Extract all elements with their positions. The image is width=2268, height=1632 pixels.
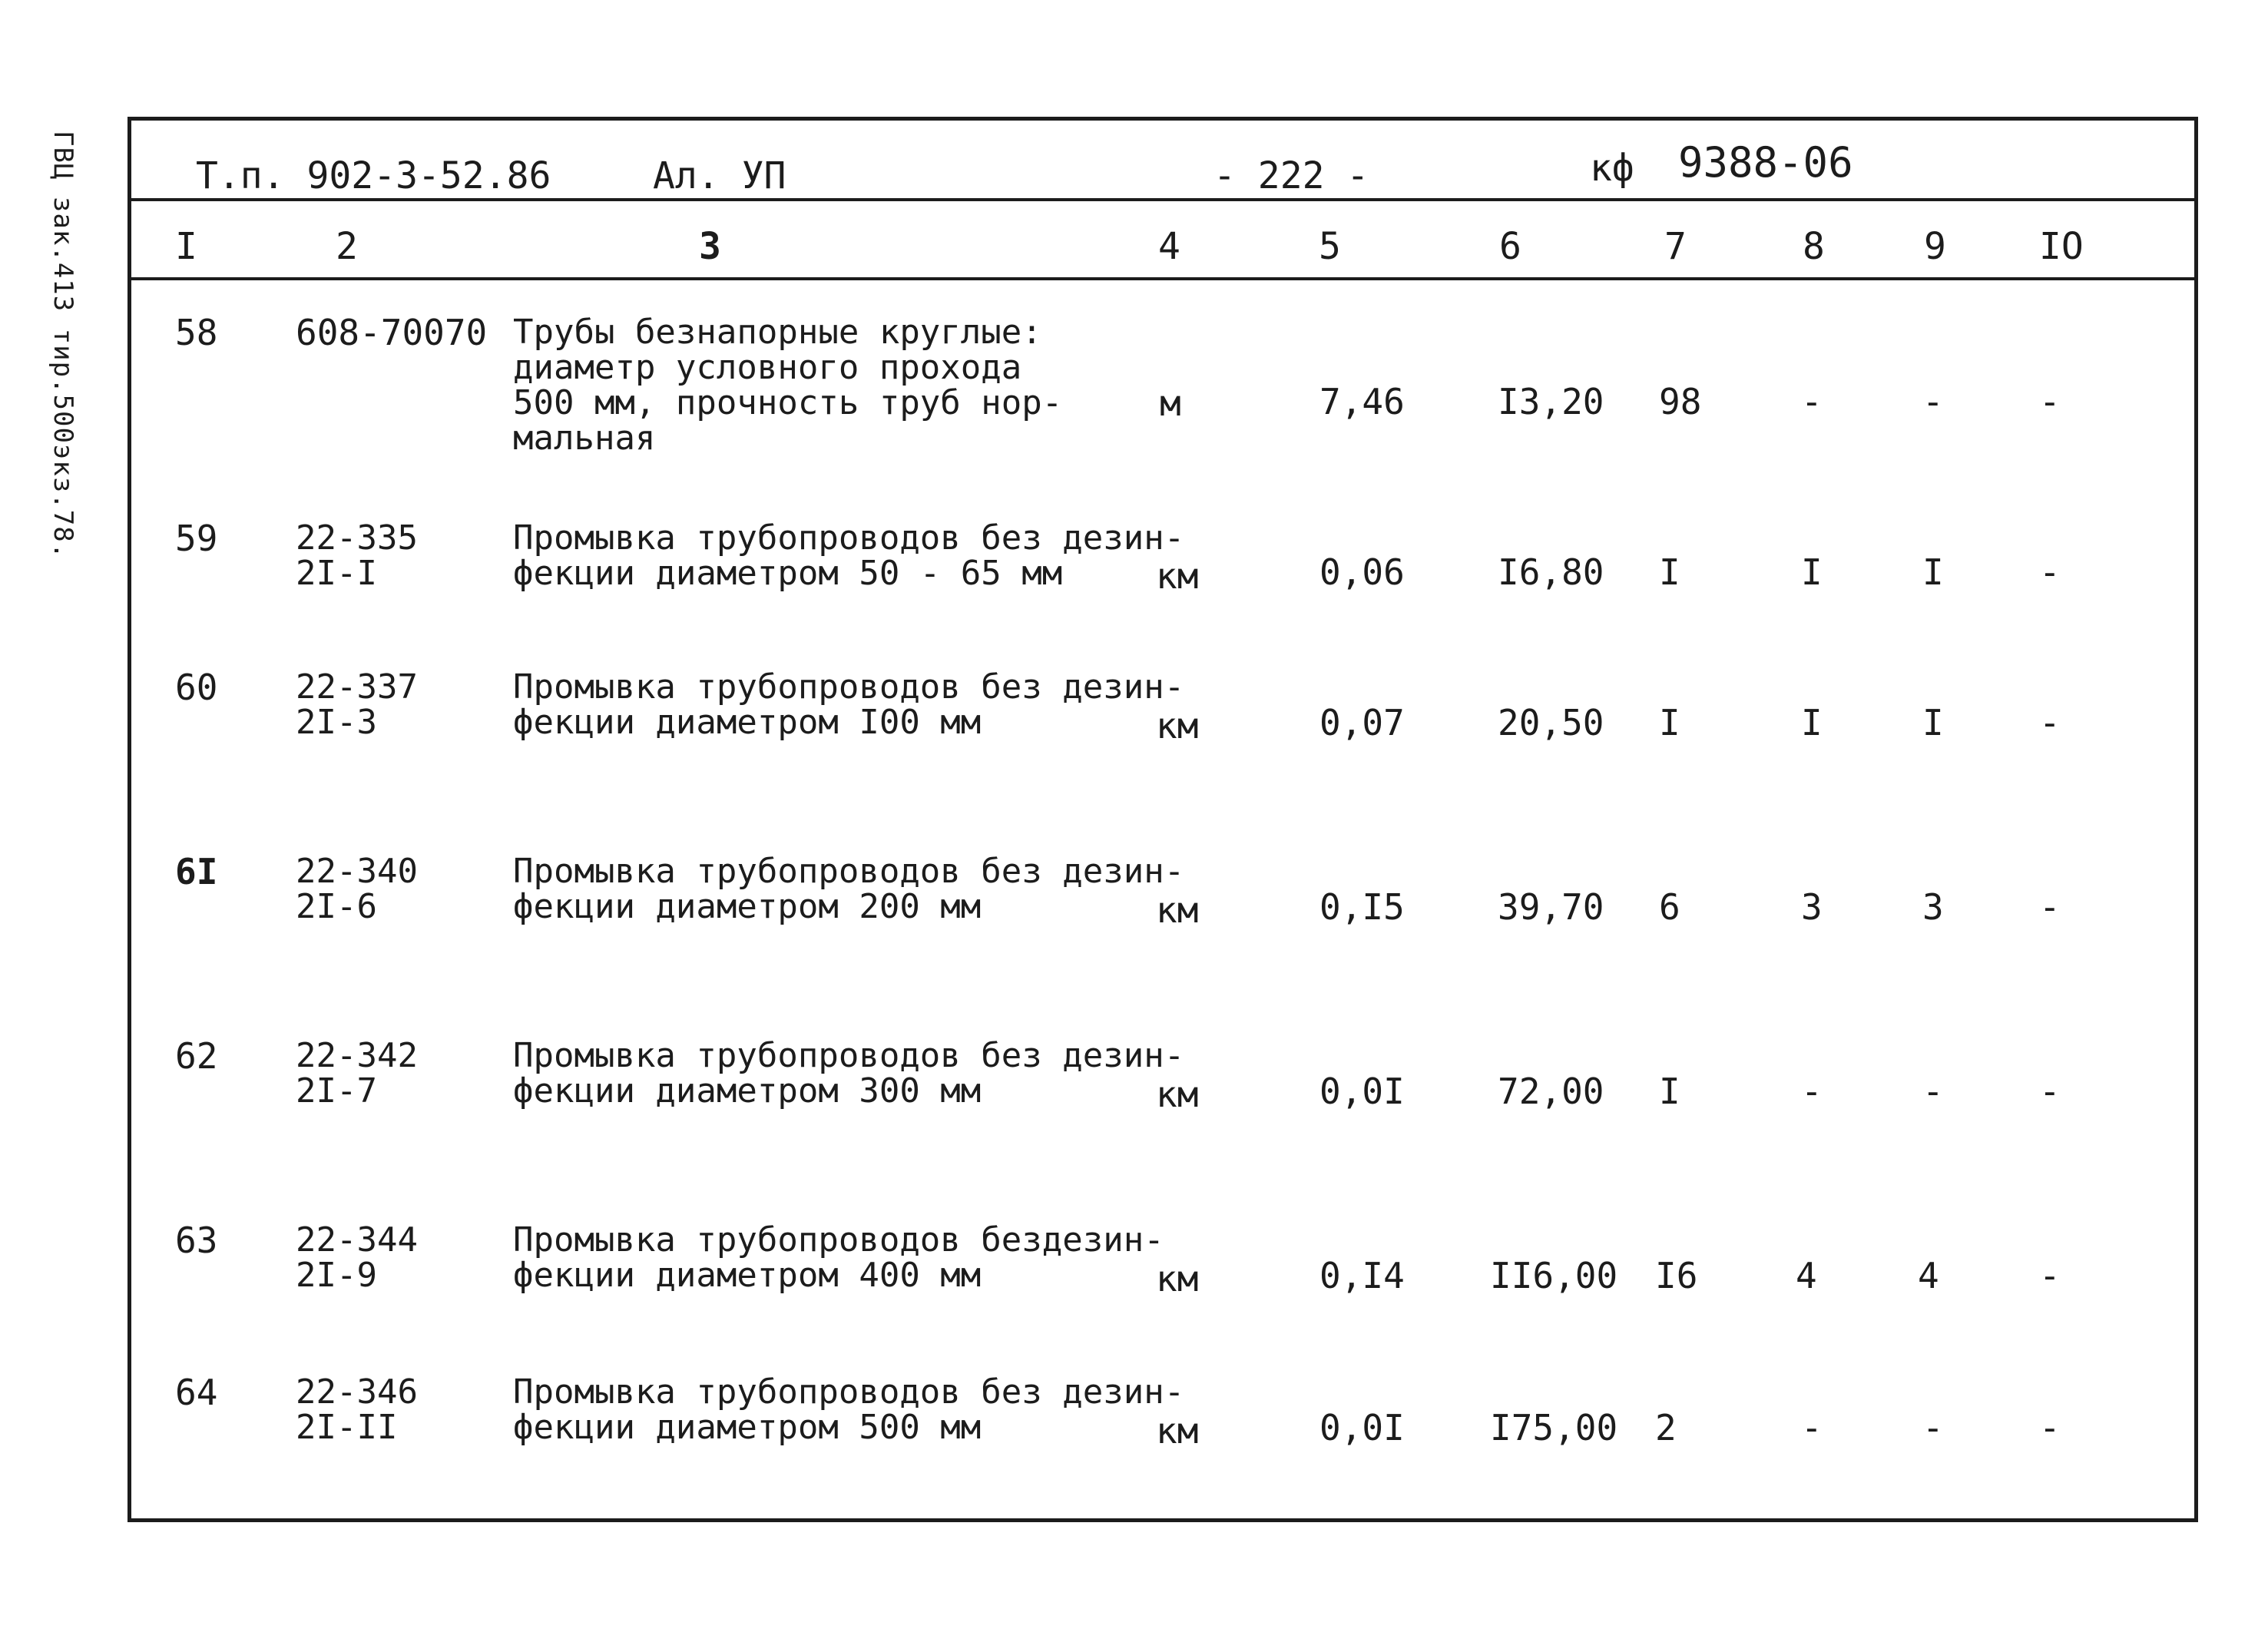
album-number: Ал. УП [653, 154, 786, 197]
row-63-col9: 4 [1918, 1255, 1939, 1296]
row-59-number: 59 [175, 518, 218, 559]
row-60-col5: 0,07 [1319, 702, 1405, 743]
row-58-desc-1: Трубы безнапорные круглые: [513, 313, 1042, 352]
row-61-unit: км [1156, 889, 1199, 931]
row-63-unit: км [1156, 1258, 1199, 1299]
row-58-col9: - [1922, 381, 1944, 422]
row-64-desc-2: фекции диаметром 500 мм [513, 1408, 982, 1447]
row-61-col7: 6 [1659, 886, 1680, 928]
row-58-desc-2: диаметр условного прохода [513, 348, 1022, 387]
row-58-code: 608-70070 [296, 312, 488, 353]
row-58-desc-4: мальная [513, 419, 656, 458]
row-62-desc-1: Промывка трубопроводов без дезин- [513, 1036, 1185, 1075]
row-60-unit: км [1156, 705, 1199, 746]
row-62-col10: - [2039, 1071, 2061, 1112]
row-63-col10: - [2039, 1255, 2061, 1296]
document-code: 9388-06 [1678, 138, 1853, 187]
row-60-code-1: 22-337 [296, 667, 418, 707]
row-59-desc-2: фекции диаметром 50 - 65 мм [513, 554, 1063, 593]
row-58-unit: м [1160, 382, 1181, 424]
row-62-unit: км [1156, 1074, 1199, 1115]
row-63-code-2: 2I-9 [296, 1256, 377, 1295]
row-61-col10: - [2039, 886, 2061, 928]
row-63-col6: II6,00 [1490, 1255, 1618, 1296]
row-62-col9: - [1922, 1071, 1944, 1112]
row-62-code-1: 22-342 [296, 1036, 418, 1075]
row-62-col8: - [1801, 1071, 1823, 1112]
row-58-col10: - [2039, 381, 2061, 422]
row-60-col9: I [1922, 702, 1944, 743]
row-61-col5: 0,I5 [1319, 886, 1405, 928]
row-61-code-1: 22-340 [296, 852, 418, 891]
column-number-9: 9 [1924, 225, 1946, 268]
row-58-col5: 7,46 [1319, 381, 1405, 422]
column-number-6: 6 [1499, 225, 1521, 268]
row-60-col7: I [1659, 702, 1680, 743]
row-58-col6: I3,20 [1498, 381, 1604, 422]
row-63-number: 63 [175, 1220, 218, 1261]
row-61-col6: 39,70 [1498, 886, 1604, 928]
row-62-code-2: 2I-7 [296, 1071, 377, 1111]
column-number-8: 8 [1803, 225, 1825, 268]
row-63-col8: 4 [1796, 1255, 1817, 1296]
row-61-col9: 3 [1922, 886, 1944, 928]
row-64-col9: - [1922, 1407, 1944, 1448]
row-63-desc-2: фекции диаметром 400 мм [513, 1256, 982, 1295]
side-print-stamp-text: ГВЦ зак.413 тир.500экз.78. [48, 131, 78, 560]
project-number: Т.п. 902-3-52.86 [196, 154, 551, 197]
column-number-10: IO [2039, 225, 2084, 268]
row-63-col5: 0,I4 [1319, 1255, 1405, 1296]
row-62-col6: 72,00 [1498, 1071, 1604, 1112]
row-59-col9: I [1922, 551, 1944, 593]
row-60-desc-1: Промывка трубопроводов без дезин- [513, 667, 1185, 707]
row-60-col6: 20,50 [1498, 702, 1604, 743]
row-61-number: 6I [175, 851, 218, 892]
row-64-desc-1: Промывка трубопроводов без дезин- [513, 1372, 1185, 1412]
header-divider [127, 198, 2198, 201]
row-64-col8: - [1801, 1407, 1823, 1448]
row-60-code-2: 2I-3 [296, 703, 377, 742]
row-64-col7: 2 [1655, 1407, 1677, 1448]
row-60-col10: - [2039, 702, 2061, 743]
column-header-divider [127, 277, 2198, 280]
side-print-stamp [48, 131, 101, 560]
row-59-code-1: 22-335 [296, 518, 418, 558]
row-59-col7: I [1659, 551, 1680, 593]
row-64-col6: I75,00 [1490, 1407, 1618, 1448]
row-63-desc-1: Промывка трубопроводов бездезин- [513, 1220, 1164, 1260]
row-64-unit: км [1156, 1410, 1199, 1452]
row-60-col8: I [1801, 702, 1823, 743]
row-59-col6: I6,80 [1498, 551, 1604, 593]
column-number-3: 3 [699, 225, 721, 268]
row-59-col8: I [1801, 551, 1823, 593]
row-61-col8: 3 [1801, 886, 1823, 928]
row-62-desc-2: фекции диаметром 300 мм [513, 1071, 982, 1111]
row-62-col5: 0,0I [1319, 1071, 1405, 1112]
row-62-col7: I [1659, 1071, 1680, 1112]
row-63-col7: I6 [1655, 1255, 1698, 1296]
column-number-2: 2 [336, 225, 358, 268]
row-61-code-2: 2I-6 [296, 887, 377, 926]
column-number-1: I [175, 225, 197, 268]
row-59-code-2: 2I-I [296, 554, 377, 593]
row-64-col5: 0,0I [1319, 1407, 1405, 1448]
row-61-desc-1: Промывка трубопроводов без дезин- [513, 852, 1185, 891]
column-number-5: 5 [1319, 225, 1341, 268]
row-59-desc-1: Промывка трубопроводов без дезин- [513, 518, 1185, 558]
row-58-number: 58 [175, 312, 218, 353]
page-number: - 222 - [1213, 154, 1369, 197]
row-58-desc-3: 500 мм, прочность труб нор- [513, 383, 1063, 422]
row-64-code-1: 22-346 [296, 1372, 418, 1412]
row-63-code-1: 22-344 [296, 1220, 418, 1260]
code-prefix: кф [1590, 147, 1634, 190]
row-64-col10: - [2039, 1407, 2061, 1448]
row-59-unit: км [1156, 555, 1199, 597]
row-60-number: 60 [175, 667, 218, 708]
row-64-code-2: 2I-II [296, 1408, 398, 1447]
column-number-7: 7 [1664, 225, 1687, 268]
row-64-number: 64 [175, 1372, 218, 1413]
row-59-col5: 0,06 [1319, 551, 1405, 593]
row-58-col7: 98 [1659, 381, 1702, 422]
row-62-number: 62 [175, 1035, 218, 1077]
row-60-desc-2: фекции диаметром I00 мм [513, 703, 982, 742]
row-61-desc-2: фекции диаметром 200 мм [513, 887, 982, 926]
row-58-col8: - [1801, 381, 1823, 422]
column-number-4: 4 [1158, 225, 1180, 268]
row-59-col10: - [2039, 551, 2061, 593]
